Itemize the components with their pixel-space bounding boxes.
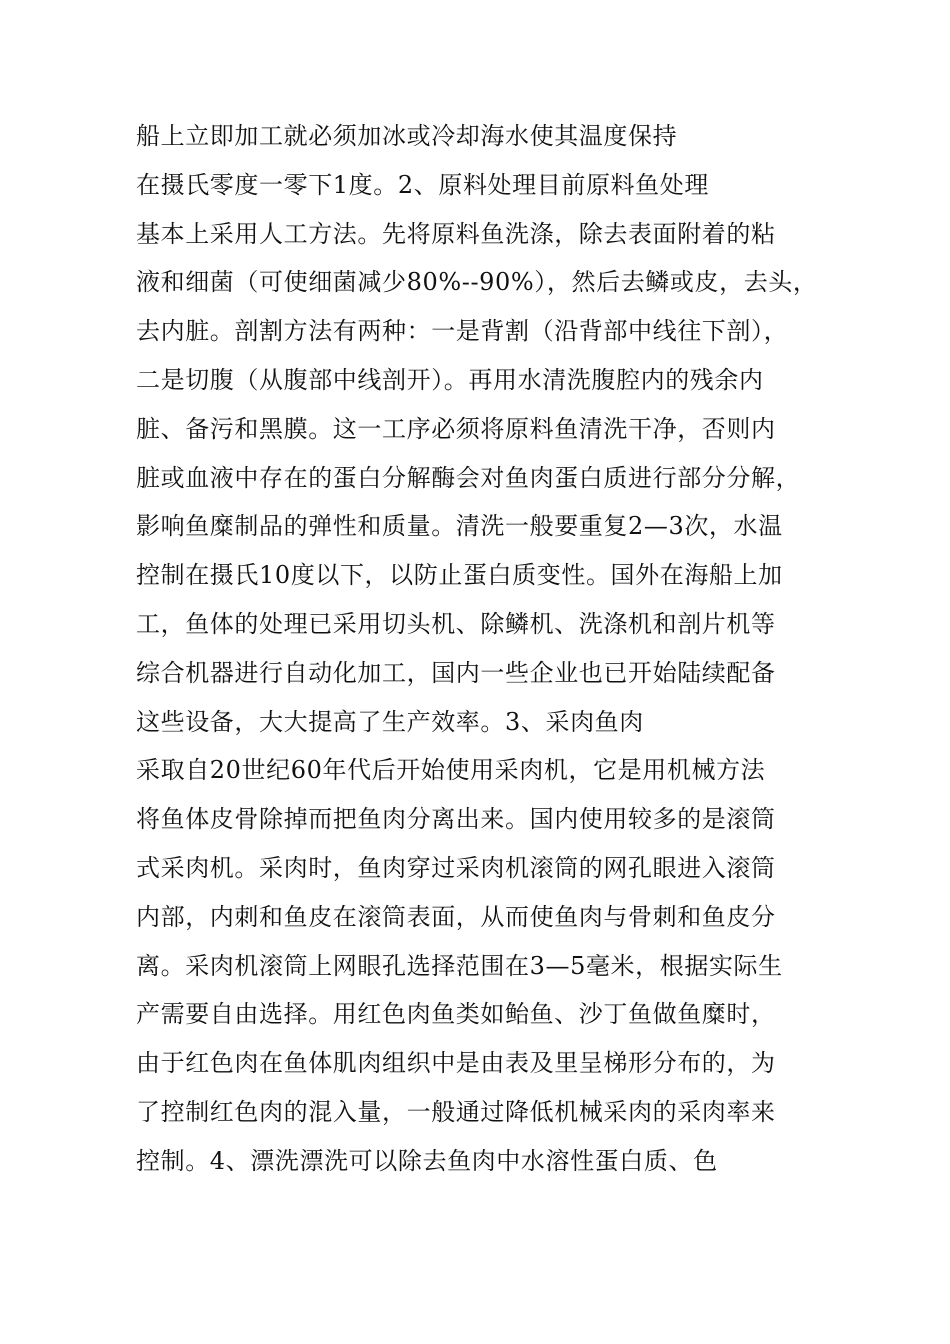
text-line: 脏或血液中存在的蛋白分解酶会对鱼肉蛋白质进行部分分解， bbox=[136, 463, 801, 492]
text-line: 二是切腹（从腹部中线剖开）。再用水清洗腹腔内的残余内 bbox=[136, 365, 764, 394]
text-line: 控制。4、漂洗漂洗可以除去鱼肉中水溶性蛋白质、色 bbox=[136, 1146, 718, 1175]
text-line: 船上立即加工就必须加冰或冷却海水使其温度保持 bbox=[136, 122, 678, 150]
text-line: 内部，内刺和鱼皮在滚筒表面，从而使鱼肉与骨刺和鱼皮分 bbox=[136, 902, 776, 931]
text-line: 脏、备污和黑膜。这一工序必须将原料鱼清洗干净，否则内 bbox=[136, 414, 776, 443]
text-line: 基本上采用人工方法。先将原料鱼洗涤，除去表面附着的粘 bbox=[136, 219, 776, 248]
text-line: 产需要自由选择。用红色肉鱼类如鲐鱼、沙丁鱼做鱼糜时， bbox=[136, 1000, 776, 1029]
text-line: 液和细菌（可使细菌减少80%--90%），然后去鳞或皮，去头， bbox=[136, 268, 818, 297]
text-line: 式采肉机。采肉时，鱼肉穿过采肉机滚筒的网孔眼进入滚筒 bbox=[136, 853, 776, 882]
text-line: 了控制红色肉的混入量，一般通过降低机械采肉的采肉率来 bbox=[136, 1097, 776, 1126]
text-line: 去内脏。剖割方法有两种：一是背割（沿背部中线往下剖）， bbox=[136, 317, 789, 346]
text-line: 采取自20世纪60年代后开始使用采肉机，它是用机械方法 bbox=[136, 756, 766, 785]
body-text bbox=[136, 112, 826, 1186]
text-line: 控制在摄氏10度以下，以防止蛋白质变性。国外在海船上加 bbox=[136, 561, 783, 590]
text-line: 这些设备，大大提高了生产效率。3、采肉鱼肉 bbox=[136, 707, 644, 736]
text-line: 影响鱼糜制品的弹性和质量。清洗一般要重复2—3次，水温 bbox=[136, 512, 783, 541]
text-line: 综合机器进行自动化加工，国内一些企业也已开始陆续配备 bbox=[136, 658, 776, 687]
text-line: 离。采肉机滚筒上网眼孔选择范围在3—5毫米，根据实际生 bbox=[136, 951, 783, 980]
text-line: 将鱼体皮骨除掉而把鱼肉分离出来。国内使用较多的是滚筒 bbox=[136, 805, 776, 834]
text-line: 由于红色肉在鱼体肌肉组织中是由表及里呈梯形分布的，为 bbox=[136, 1049, 776, 1078]
text-line: 工，鱼体的处理已采用切头机、除鳞机、洗涤机和剖片机等 bbox=[136, 609, 776, 638]
text-line: 在摄氏零度一零下1度。2、原料处理目前原料鱼处理 bbox=[136, 170, 709, 199]
